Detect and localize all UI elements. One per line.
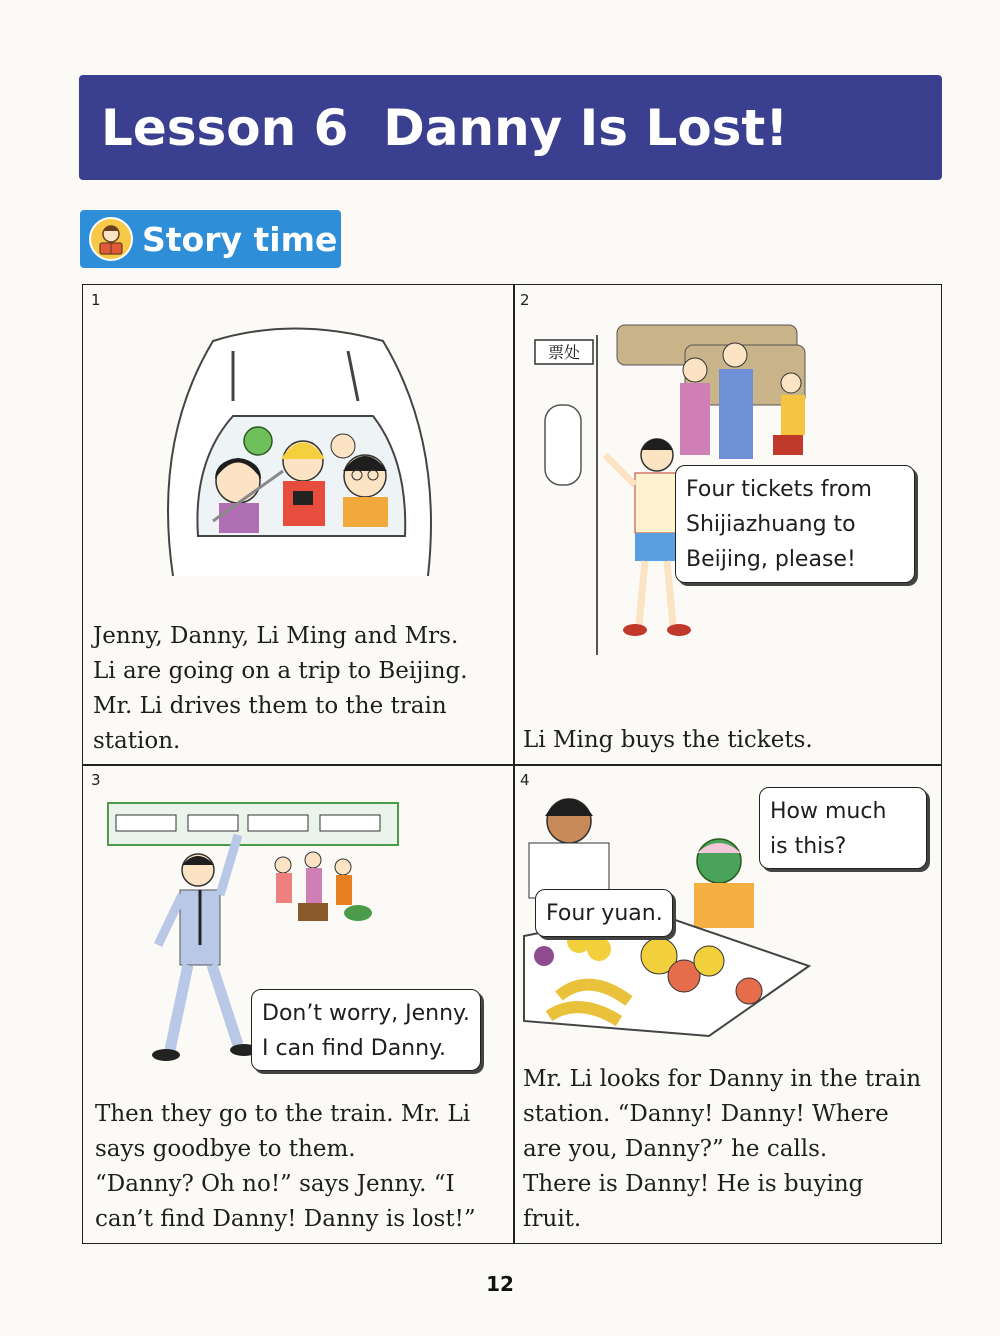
reading-child-icon — [88, 216, 134, 262]
bubble-line: Four tickets from — [686, 477, 872, 502]
panel-4-narration — [523, 1062, 921, 1237]
narration-line: are you, Danny?” he calls. — [523, 1136, 828, 1162]
panel-1-narration — [93, 619, 468, 759]
family-in-car-illustration — [143, 321, 453, 581]
lesson-title-bar — [79, 75, 942, 180]
ticket-office-sign: 票处 — [547, 343, 581, 362]
lesson-title: Lesson 6 Danny Is Lost! — [101, 98, 789, 157]
narration-line: station. — [93, 728, 181, 754]
narration-line: station. “Danny! Danny! Where — [523, 1101, 889, 1127]
narration-line: Jenny, Danny, Li Ming and Mrs. — [93, 623, 459, 649]
narration-line: Mr. Li drives them to the train — [93, 693, 447, 719]
bubble-line: Beijing, please! — [686, 547, 856, 572]
narration-line: Li Ming buys the tickets. — [523, 727, 813, 753]
bubble-line: How much — [770, 799, 887, 824]
narration-line: Then they go to the train. Mr. Li — [95, 1101, 471, 1127]
panel-divider-horizontal — [83, 764, 941, 766]
bubble-line: Don’t worry, Jenny. — [262, 1001, 470, 1026]
speech-bubble-tickets — [675, 465, 915, 583]
story-time-label: Story time — [142, 219, 338, 259]
panel-2-narration — [523, 723, 813, 758]
story-time-tab — [80, 210, 341, 268]
narration-line: Li are going on a trip to Beijing. — [93, 658, 468, 684]
speech-bubble-four-yuan — [535, 889, 673, 937]
panel-number: 2 — [520, 291, 530, 309]
speech-bubble-how-much — [759, 787, 927, 869]
panel-number: 3 — [91, 771, 101, 789]
panel-number: 4 — [520, 771, 530, 789]
panel-number: 1 — [91, 291, 101, 309]
narration-line: There is Danny! He is buying — [523, 1171, 864, 1197]
narration-line: fruit. — [523, 1206, 582, 1232]
narration-line: can’t find Danny! Danny is lost!” — [95, 1206, 476, 1232]
bubble-line: is this? — [770, 834, 847, 859]
narration-line: “Danny? Oh no!” says Jenny. “I — [95, 1171, 455, 1197]
speech-bubble-dont-worry — [251, 989, 481, 1071]
bubble-line: I can find Danny. — [262, 1036, 446, 1061]
narration-line: says goodbye to them. — [95, 1136, 356, 1162]
bubble-line: Shijiazhuang to — [686, 512, 856, 537]
page-number: 12 — [486, 1272, 514, 1296]
panel-3-narration — [95, 1097, 476, 1237]
bubble-line: Four yuan. — [546, 901, 663, 926]
narration-line: Mr. Li looks for Danny in the train — [523, 1066, 922, 1092]
story-panel-grid — [82, 284, 942, 1244]
